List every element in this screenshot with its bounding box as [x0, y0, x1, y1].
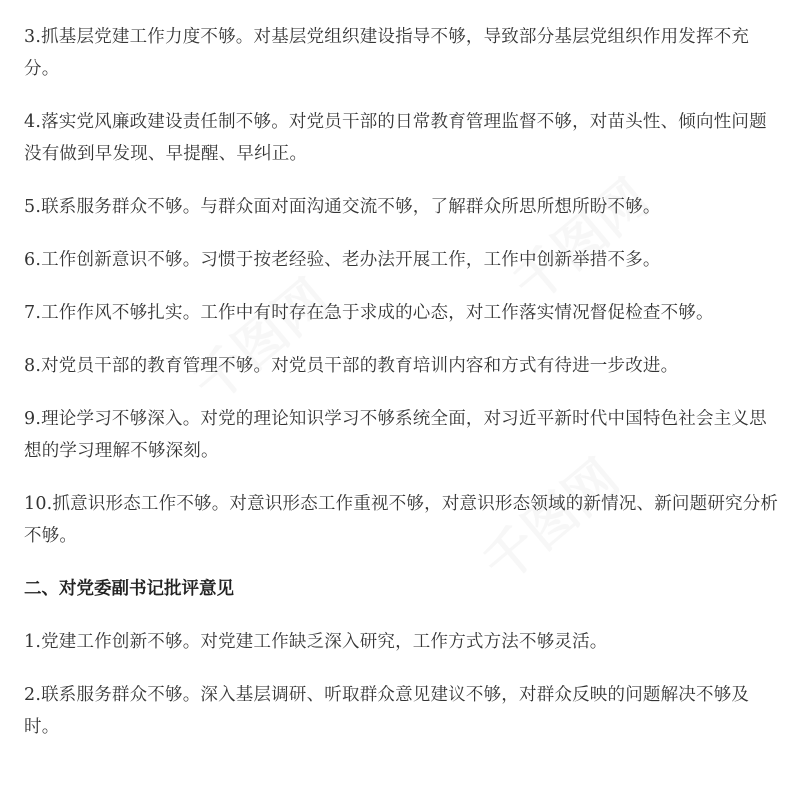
item-number: 7.	[24, 303, 42, 323]
item-number: 1.	[24, 632, 42, 652]
section2-item-1	[24, 626, 784, 658]
item-number: 6.	[24, 250, 42, 270]
item-text: 工作作风不够扎实。工作中有时存在急于求成的心态，对工作落实情况督促检查不够。	[41, 303, 714, 323]
item-text: 联系服务群众不够。深入基层调研、听取群众意见建议不够，对群众反映的问题解决不够及时。	[24, 685, 750, 737]
item-number: 8.	[24, 356, 42, 376]
item-number: 4.	[24, 112, 42, 132]
item-text: 理论学习不够深入。对党的理论知识学习不够系统全面，对习近平新时代中国特色社会主义思想的学习理解不够深刻。	[24, 409, 767, 461]
item-text: 党建工作创新不够。对党建工作缺乏深入研究，工作方式方法不够灵活。	[41, 632, 608, 652]
item-number: 2.	[24, 685, 42, 705]
list-item-7	[24, 297, 784, 329]
section2-item-2	[24, 679, 784, 743]
watermark-3: 千图网	[182, 268, 341, 415]
watermark-2: 千图网	[472, 448, 631, 595]
list-item-3	[24, 21, 784, 85]
item-text: 工作创新意识不够。习惯于按老经验、老办法开展工作，工作中创新举措不多。	[41, 250, 661, 270]
item-text: 落实党风廉政建设责任制不够。对党员干部的日常教育管理监督不够，对苗头性、倾向性问题没有做到早发现、早提醒、早纠正。	[24, 112, 767, 164]
item-number: 5.	[24, 197, 42, 217]
watermark-1: 千图网	[502, 168, 661, 315]
list-item-5	[24, 191, 784, 223]
item-text: 联系服务群众不够。与群众面对面沟通交流不够，了解群众所思所想所盼不够。	[41, 197, 661, 217]
document-body	[24, 0, 784, 764]
item-text: 对党员干部的教育管理不够。对党员干部的教育培训内容和方式有待进一步改进。	[41, 356, 679, 376]
list-item-10	[24, 488, 784, 552]
section-heading: 二、对党委副书记批评意见	[24, 579, 234, 599]
list-item-4	[24, 106, 784, 170]
list-item-8	[24, 350, 784, 382]
item-number: 3.	[24, 27, 42, 47]
item-number: 9.	[24, 409, 42, 429]
list-item-9	[24, 403, 784, 467]
item-text: 抓意识形态工作不够。对意识形态工作重视不够，对意识形态领域的新情况、新问题研究分析不够。	[24, 494, 779, 546]
item-number: 10.	[24, 494, 53, 514]
list-item-6	[24, 244, 784, 276]
item-text: 抓基层党建工作力度不够。对基层党组织建设指导不够，导致部分基层党组织作用发挥不充分。	[24, 27, 750, 79]
